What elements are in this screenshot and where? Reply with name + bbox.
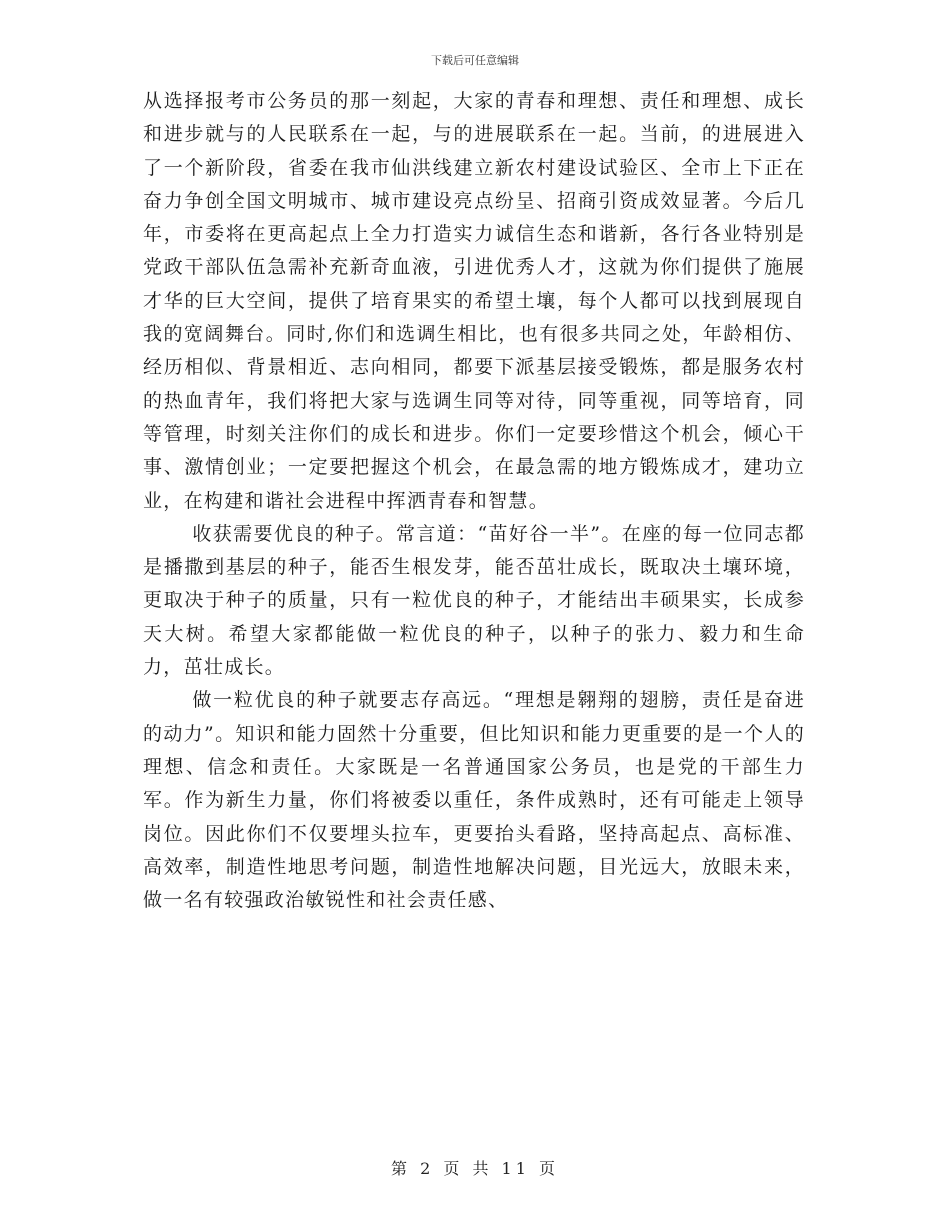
page-header: 下载后可任意编辑 (431, 54, 519, 67)
paragraph-3: 做一粒优良的种子就要志存高远。“理想是翱翔的翅膀，责任是奋进的动力”。知识和能力固然十分重要，但比知识和能力更重要的是一个人的理想、信念和责任。大家既是一名普通国家公务员，也是党的干部生力军。作为新生力量，你们将被委以重任，条件成熟时，还有可能走上领导岗位。因此你们不仅要埋头拉车，更要抬头看路，坚持高起点、高标准、高效率，制造性地思考问题，制造性地解决问题，目光远大，放眼未来，做一名有较强政治敏锐性和社会责任感、 (143, 689, 805, 912)
document-body (143, 85, 805, 917)
paragraph-2: 收获需要优良的种子。常言道：“苗好谷一半”。在座的每一位同志都是播撒到基层的种子，能否生根发芽，能否茁壮成长，既取决土壤环境，更取决于种子的质量，只有一粒优良的种子，才能结出丰硕果实，长成参天大树。希望大家都能做一粒优良的种子，以种子的张力、毅力和生命力，茁壮成长。 (143, 522, 805, 679)
page-number-footer: 第 2 页 共 11 页 (391, 1159, 559, 1178)
paragraph-1: 从选择报考市公务员的那一刻起，大家的青春和理想、责任和理想、成长和进步就与的人民联系在一起，与的进展联系在一起。当前，的进展进入了一个新阶段，省委在我市仙洪线建立新农村建设试验区、全市上下正在奋力争创全国文明城市、城市建设亮点纷呈、招商引资成效显著。今后几年，市委将在更高起点上全力打造实力诚信生态和谐新，各行各业特别是党政干部队伍急需补充新奇血液，引进优秀人才，这就为你们提供了施展才华的巨大空间，提供了培育果实的希望土壤，每个人都可以找到展现自我的宽阔舞台。同时,你们和选调生相比，也有很多共同之处，年龄相仿、经历相似、背景相近、志向相同，都要下派基层接受锻炼，都是服务农村的热血青年，我们将把大家与选调生同等对待，同等重视，同等培育，同等管理，时刻关注你们的成长和进步。你们一定要珍惜这个机会，倾心干事、激情创业；一定要把握这个机会，在最急需的地方锻炼成才，建功立业，在构建和谐社会进程中挥洒青春和智慧。 (143, 90, 805, 512)
